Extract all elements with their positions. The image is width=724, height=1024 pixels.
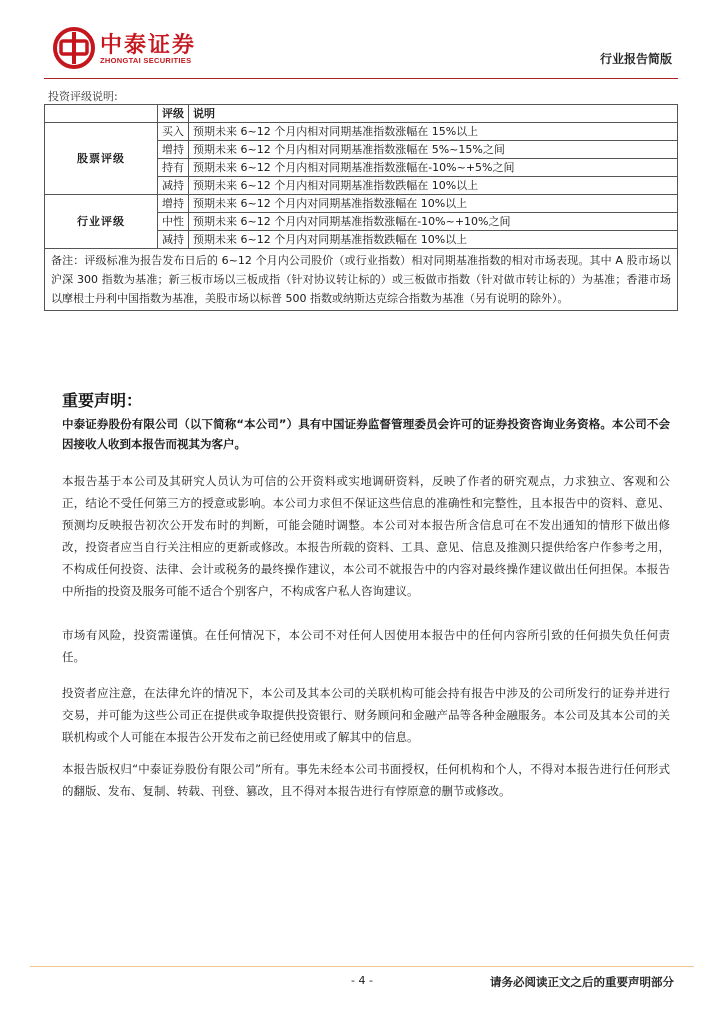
stock-rating-label: 股票评级: [45, 123, 158, 195]
rating-level: 买入: [158, 123, 189, 141]
disclaimer-title: 重要声明：: [62, 391, 143, 410]
rating-caption: 投资评级说明:: [48, 90, 118, 103]
company-logo: [52, 26, 227, 72]
header-empty-cell: [45, 105, 158, 123]
rating-level: 中性: [158, 213, 189, 231]
header-description: 说明: [189, 105, 678, 123]
footer-divider: [30, 966, 694, 967]
logo-chinese-name: 中泰证券: [100, 33, 197, 58]
page-header: [0, 0, 724, 84]
rating-note-row: [45, 249, 678, 311]
rating-desc: 预期未来 6~12 个月内对同期基准指数涨幅在 10%以上: [189, 195, 678, 213]
rating-table: [44, 104, 678, 311]
rating-desc: 预期未来 6~12 个月内相对同期基准指数跌幅在 10%以上: [189, 177, 678, 195]
rating-table-header: [45, 105, 678, 123]
report-type: 行业报告简版: [599, 52, 672, 66]
rating-level: 持有: [158, 159, 189, 177]
conflict-paragraph: 投资者应注意，在法律允许的情况下，本公司及其本公司的关联机构可能会持有报告中涉及的公司所发行的证券并进行交易，并可能为这些公司正在提供或争取提供投资银行、财务顾问和金融产品等各种金融服务。本公司及其本公司的关联机构或个人可能在本报告公开发布之前已经使用或了解其中的信息。: [62, 686, 670, 744]
rating-desc: 预期未来 6~12 个月内相对同期基准指数涨幅在-10%~+5%之间: [189, 159, 678, 177]
logo-english-name: ZHONGTAI SECURITIES: [100, 56, 192, 65]
footer-note: 请务必阅读正文之后的重要声明部分: [490, 975, 674, 989]
disclaimer-paragraph: 本报告基于本公司及其研究人员认为可信的公开资料或实地调研资料，反映了作者的研究观点，力求独立、客观和公正，结论不受任何第三方的授意或影响。本公司力求但不保证这些信息的准确性和完整性，且本报告中的资料、意见、预测均反映报告初次公开发布时的判断，可能会随时调整。本公司对本报告所含信息可在不发出通知的情形下做出修改，投资者应当自行关注相应的更新或修改。本报告所载的资料、工具、意见、信息及推测只提供给客户作参考之用，不构成任何投资、法律、会计或税务的最终操作建议，本公司不就报告中的内容对最终操作建议做出任何担保。本报告中所指的投资及服务可能不适合个别客户，不构成客户私人咨询建议。: [62, 474, 670, 598]
header-divider: [44, 78, 678, 79]
qualification-statement: 中泰证券股份有限公司（以下简称“本公司”）具有中国证券监督管理委员会许可的证券投资咨询业务资格。本公司不会因接收人收到本报告而视其为客户。: [62, 417, 670, 451]
rating-level: 减持: [158, 177, 189, 195]
copyright-paragraph: 本报告版权归“中泰证券股份有限公司”所有。事先未经本公司书面授权，任何机构和个人，不得对本报告进行任何形式的翻版、发布、复制、转载、刊登、篡改，且不得对本报告进行有悖原意的删节或修改。: [62, 762, 670, 798]
rating-desc: 预期未来 6~12 个月内相对同期基准指数涨幅在 5%~15%之间: [189, 141, 678, 159]
rating-desc: 预期未来 6~12 个月内对同期基准指数涨幅在-10%~+10%之间: [189, 213, 678, 231]
header-rating: 评级: [158, 105, 189, 123]
rating-level: 增持: [158, 141, 189, 159]
industry-rating-label: 行业评级: [45, 195, 158, 249]
table-row: [45, 123, 678, 141]
rating-desc: 预期未来 6~12 个月内对同期基准指数跌幅在 10%以上: [189, 231, 678, 249]
page-number: - 4 -: [351, 974, 373, 987]
table-row: [45, 195, 678, 213]
rating-note: 备注：评级标准为报告发布日后的 6~12 个月内公司股价（或行业指数）相对同期基准指数的相对市场表现。其中 A 股市场以沪深 300 指数为基准；新三板市场以三板成指（针对协议转让标的）或三板做市指数（针对做市转让标的）为基准；香港市场以摩根士丹利中国指数为基准，美股市场以标普 500 指数或纳斯达克综合指数为基准（另有说明的除外）。: [45, 249, 678, 311]
rating-level: 增持: [158, 195, 189, 213]
rating-level: 减持: [158, 231, 189, 249]
rating-desc: 预期未来 6~12 个月内相对同期基准指数涨幅在 15%以上: [189, 123, 678, 141]
zhongtai-logo-icon: [52, 26, 96, 70]
risk-paragraph: 市场有风险，投资需谨慎。在任何情况下，本公司不对任何人因使用本报告中的任何内容所引致的任何损失负任何责任。: [62, 628, 670, 664]
